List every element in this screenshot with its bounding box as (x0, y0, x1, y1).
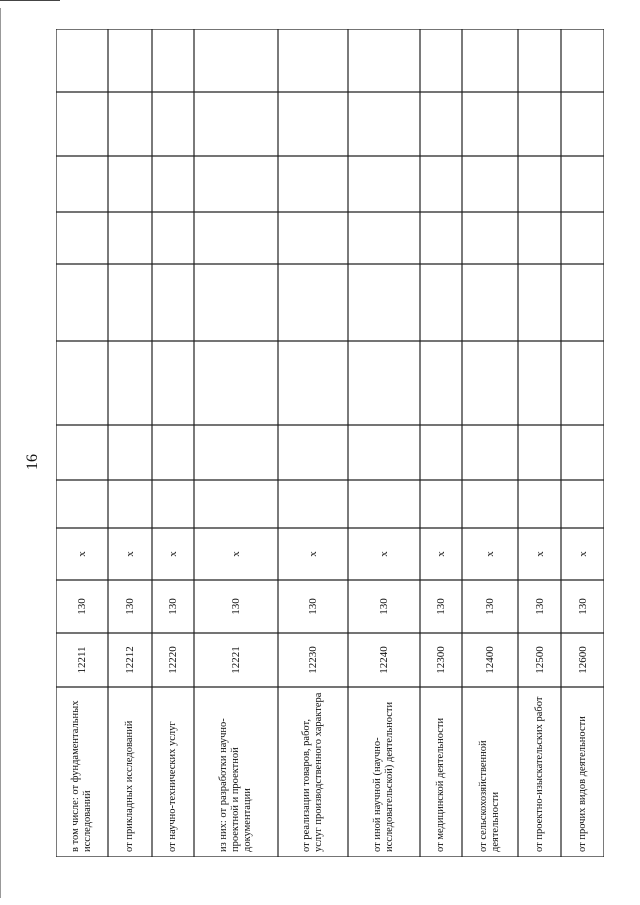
scan-edge-top (0, 0, 60, 1)
row-code: 12212 (124, 646, 136, 674)
row-kosgu-cell (152, 580, 194, 633)
row-mark-cell (348, 528, 420, 580)
row-mark: x (435, 551, 447, 557)
row-name-cell (348, 687, 420, 857)
row-kosgu: 130 (124, 598, 136, 615)
row-code-cell (56, 633, 108, 687)
row-kosgu: 130 (167, 598, 179, 615)
row-mark: x (307, 551, 319, 557)
row-mark: x (76, 551, 88, 557)
row-code: 12230 (307, 646, 319, 674)
row-name-cell (56, 687, 108, 857)
row-name-cell (518, 687, 561, 857)
row-mark: x (230, 551, 242, 557)
rotated-table (56, 29, 604, 857)
row-code: 12220 (167, 646, 179, 674)
row-name: от реализации товаров, работ, услуг производственного характера (301, 692, 324, 852)
row-name: в том числе: от фундаментальных исследований (70, 700, 93, 852)
row-name: от медицинской деятельности (435, 717, 446, 852)
row-mark-cell (152, 528, 194, 580)
row-mark: x (576, 551, 589, 557)
row-code: 12600 (576, 646, 589, 674)
row-name: от научно-технических услуг (167, 721, 178, 852)
row-kosgu-cell (348, 580, 420, 633)
row-kosgu: 130 (533, 598, 546, 615)
row-mark-cell (278, 528, 348, 580)
page-number: 16 (24, 454, 41, 470)
row-code: 12221 (230, 646, 242, 674)
row-kosgu-cell (194, 580, 278, 633)
row-mark-cell (518, 528, 561, 580)
row-code-cell (278, 633, 348, 687)
row-kosgu: 130 (378, 598, 390, 615)
row-name-cell (108, 687, 152, 857)
row-code: 12240 (378, 646, 390, 674)
row-kosgu-cell (561, 580, 604, 633)
row-name-cell (278, 687, 348, 857)
row-mark-cell (56, 528, 108, 580)
row-kosgu-cell (56, 580, 108, 633)
row-code-cell (348, 633, 420, 687)
row-name-cell (152, 687, 194, 857)
row-name: от прочих видов деятельности (576, 716, 588, 852)
row-kosgu-cell (278, 580, 348, 633)
row-code: 12400 (484, 646, 496, 674)
row-name: от проектно-изыскательских работ (533, 696, 545, 852)
row-code: 12300 (435, 646, 447, 674)
row-mark-cell (420, 528, 462, 580)
row-name: от прикладных исследований (124, 720, 135, 852)
row-kosgu-cell (518, 580, 561, 633)
row-name-cell (420, 687, 462, 857)
scan-edge-left (0, 8, 1, 898)
row-mark-cell (462, 528, 518, 580)
row-mark: x (533, 551, 546, 557)
row-kosgu-cell (420, 580, 462, 633)
row-mark-cell (108, 528, 152, 580)
row-kosgu-cell (462, 580, 518, 633)
row-mark: x (484, 551, 496, 557)
row-mark: x (167, 551, 179, 557)
row-code-cell (518, 633, 561, 687)
row-code-cell (194, 633, 278, 687)
row-name: от иной научной (научно-исследовательской) деятельности (372, 701, 395, 852)
row-code-cell (462, 633, 518, 687)
row-code-cell (561, 633, 604, 687)
row-code-cell (152, 633, 194, 687)
row-name-cell (194, 687, 278, 857)
row-name-cell (561, 687, 604, 857)
row-kosgu: 130 (435, 598, 447, 615)
row-code-cell (108, 633, 152, 687)
row-name: из них: от разработки научно-проектной и проектной документации (218, 718, 253, 852)
row-kosgu: 130 (576, 598, 589, 615)
row-mark: x (124, 551, 136, 557)
row-kosgu: 130 (230, 598, 242, 615)
row-code-cell (420, 633, 462, 687)
row-kosgu: 130 (76, 598, 88, 615)
row-mark-cell (194, 528, 278, 580)
row-mark-cell (561, 528, 604, 580)
row-kosgu: 130 (484, 598, 496, 615)
row-mark: x (378, 551, 390, 557)
row-name-cell (462, 687, 518, 857)
row-code: 12211 (76, 646, 88, 674)
row-code: 12500 (533, 646, 546, 674)
row-kosgu-cell (108, 580, 152, 633)
row-name: от сельскохозяйственной деятельности (478, 740, 501, 852)
row-kosgu: 130 (307, 598, 319, 615)
